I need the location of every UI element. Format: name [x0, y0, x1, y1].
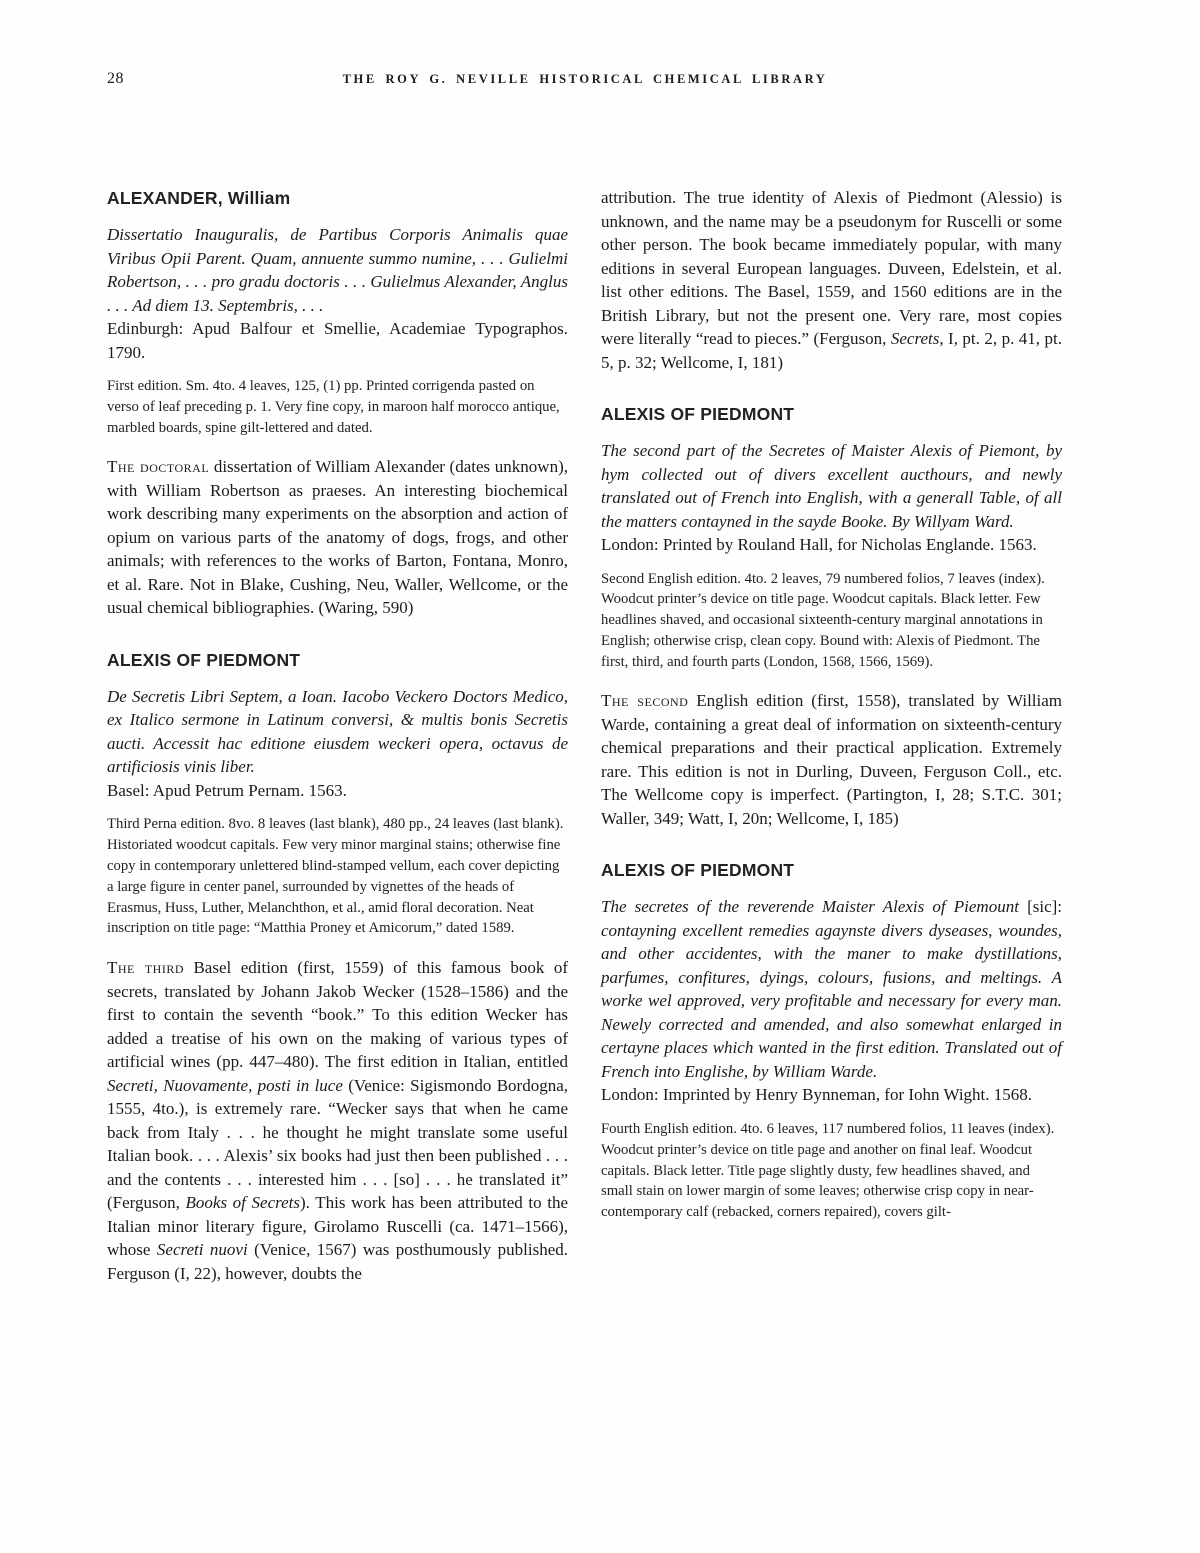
text-segment: Secreti, Nuovamente, posti in luce — [107, 1075, 343, 1095]
running-header — [107, 70, 1063, 88]
entry-imprint: London: Printed by Rouland Hall, for Nicholas Englande. 1563. — [601, 535, 1037, 554]
text-content — [107, 186, 1063, 1285]
entry-title — [107, 685, 568, 779]
text-segment: Dissertatio Inauguralis, de Partibus Corporis Animalis quae Viribus Opii Parent. Quam, annuente summo numine, . . . Gulielmi Robertson, . . . pro gradu doctoris . . . Gulielmus Alexander, Anglus . . . Ad diem 13. Septembris, . . . — [107, 225, 568, 315]
entry-heading-alexis-of-piedmont-1: ALEXIS OF PIEDMONT — [107, 649, 301, 670]
right-column — [601, 186, 1062, 1285]
entry-body — [601, 689, 1062, 830]
entry-title — [601, 439, 1062, 533]
left-column — [107, 186, 568, 1285]
text-segment: Books of Secrets — [185, 1193, 300, 1213]
text-segment: The doctoral — [107, 457, 210, 477]
text-segment: (Venice: Sigismondo Bordogna, 1555, 4to.), is extremely rare. “Wecker says that when he came back from Italy . . . he thought he might translate some useful Italian book. . . . Alexis’ six books had just then been published . . . and the contents . . . interested him . . . [so] . . . he translated it” (Ferguson, — [107, 1075, 568, 1213]
page-number: 28 — [107, 70, 124, 87]
entry-title — [107, 223, 568, 317]
entry-body-continuation — [601, 186, 1062, 374]
text-segment: The third — [107, 958, 185, 978]
entry-collation: Fourth English edition. 4to. 6 leaves, 117 numbered folios, 11 leaves (index). Woodcut printer’s device on title page and another on final leaf. Woodcut capitals. Black letter. Title page slightly dusty, few headlines shaved, and small stain on lower margin of some leaves; otherwise crisp copy in near-contemporary calf (rebacked, corners repaired), covers gilt- — [601, 1120, 1055, 1221]
text-segment: contayning excellent remedies agaynste divers dyseases, woundes, and other accidentes, with the maner to make dystillations, parfumes, confitures, dyings, colours, fusions, and meltings. A worke wel approved, very profitable and necessary for every man. Newely corrected and amended, and also somewhat enlarged in certayne places which wanted in the first edition. Translated out of French into Englishe, by William Warde. — [601, 920, 1062, 1081]
entry-heading-alexis-of-piedmont-2: ALEXIS OF PIEDMONT — [601, 404, 795, 424]
entry-body — [107, 956, 568, 1285]
entry-collation: Third Perna edition. 8vo. 8 leaves (last blank), 480 pp., 24 leaves (last blank). Historiated woodcut capitals. Few very minor marginal stains; otherwise fine copy in contemporary unlettered blind-stamped vellum, each cover depicting a large figure in center panel, surrounded by vignettes of the heads of Erasmus, Huss, Luther, Melanchthon, et al., amid floral decoration. Neat inscription on title page: “Matthia Proney et Amicorum,” dated 1589. — [107, 816, 564, 937]
entry-collation: First edition. Sm. 4to. 4 leaves, 125, (1) pp. Printed corrigenda pasted on verso of leaf preceding p. 1. Very fine copy, in maroon half morocco antique, marbled boards, spine gilt-lettered and dated. — [107, 378, 560, 436]
text-segment: ). This work has been attributed to the Italian minor literary figure, Girolamo Ruscelli (ca. 1471–1566), whose — [107, 1193, 569, 1260]
text-segment: (Venice, 1567) was posthumously published. Ferguson (I, 22), however, doubts the — [107, 1240, 568, 1283]
entry-imprint: Edinburgh: Apud Balfour et Smellie, Academiae Typographos. 1790. — [107, 319, 568, 362]
entry-imprint: London: Imprinted by Henry Bynneman, for Iohn Wight. 1568. — [601, 1085, 1033, 1105]
entry-collation: Second English edition. 4to. 2 leaves, 79 numbered folios, 7 leaves (index). Woodcut printer’s device on title page. Woodcut capitals. Black letter. Few headlines shaved, and occasional sixteenth-century marginal annotations in English; otherwise crisp, clean copy. Bound with: Alexis of Piedmont. The first, third, and fourth parts (London, 1568, 1566, 1569). — [601, 570, 1045, 670]
entry-title — [601, 895, 1062, 1083]
text-segment: The secretes of the reverende Maister Alexis of Piemount — [601, 897, 1028, 917]
text-segment: Secrets — [890, 329, 940, 348]
text-segment: De Secretis Libri Septem, a Ioan. Iacobo Veckero Doctors Medico, ex Italico sermone in Latinum conversi, & multis bonis Secretis aucti. Accessit hac editione eiusdem weckeri opera, octavus de artificiosis vinis liber. — [107, 686, 568, 777]
text-segment: Secreti nuovi — [156, 1240, 248, 1260]
text-segment: , I, pt. 2, p. 41, pt. 5, p. 32; Wellcome, I, 181) — [601, 329, 1062, 372]
text-segment: The second — [601, 691, 689, 711]
text-segment: [sic]: — [1027, 897, 1062, 917]
text-segment: dissertation of William Alexander (dates unknown), with William Robertson as praeses. An interesting biochemical work describing many experiments on the absorption and action of opium on various parts of the anatomy of dogs, frogs, and other animals; with references to the works of Barton, Fontana, Monro, et al. Rare. Not in Blake, Cushing, Neu, Waller, Wellcome, or the usual chemical bibliographies. (Waring, 590) — [107, 457, 568, 618]
text-segment: Basel edition (first, 1559) of this famous book of secrets, translated by Johann Jakob Wecker (1528–1586) and the first to contain the seventh “book.” To this edition Wecker has added a treatise of his own on the making of various types of artificial wines (pp. 447–480). The first edition in Italian, entitled — [107, 958, 569, 1072]
entry-body — [107, 455, 568, 620]
text-segment: The second part of the Secretes of Maister Alexis of Piemont, by hym collected out of divers excellent aucthours, and newly translated out of French into English, with a generall Table, of all the matters contayned in the sayde Booke. By Willyam Ward. — [601, 441, 1062, 531]
entry-heading-alexander-william: ALEXANDER, William — [107, 188, 291, 208]
entry-imprint: Basel: Apud Petrum Pernam. 1563. — [107, 780, 347, 800]
text-segment: English edition (first, 1558), translated by William Warde, containing a great deal of information on sixteenth-century chemical preparations and their practical application. Extremely rare. This edition is not in Durling, Duveen, Ferguson Coll., etc. The Wellcome copy is imperfect. (Partington, I, 28; S.T.C. 301; Waller, 349; Watt, I, 20n; Wellcome, I, 185) — [601, 691, 1063, 828]
text-segment: attribution. The true identity of Alexis of Piedmont (Alessio) is unknown, and the name may be a pseudonym for Ruscelli or some other person. The book became immediately popular, with many editions in several European languages. Duveen, Edelstein, et al. list other editions. The Basel, 1559, and 1560 editions are in the British Library, but not the present one. Very rare, most copies were literally “read to pieces.” (Ferguson, — [601, 188, 1062, 348]
entry-heading-alexis-of-piedmont-3: ALEXIS OF PIEDMONT — [601, 860, 795, 881]
running-head-title: THE ROY G. NEVILLE HISTORICAL CHEMICAL LIBRARY — [342, 72, 828, 86]
